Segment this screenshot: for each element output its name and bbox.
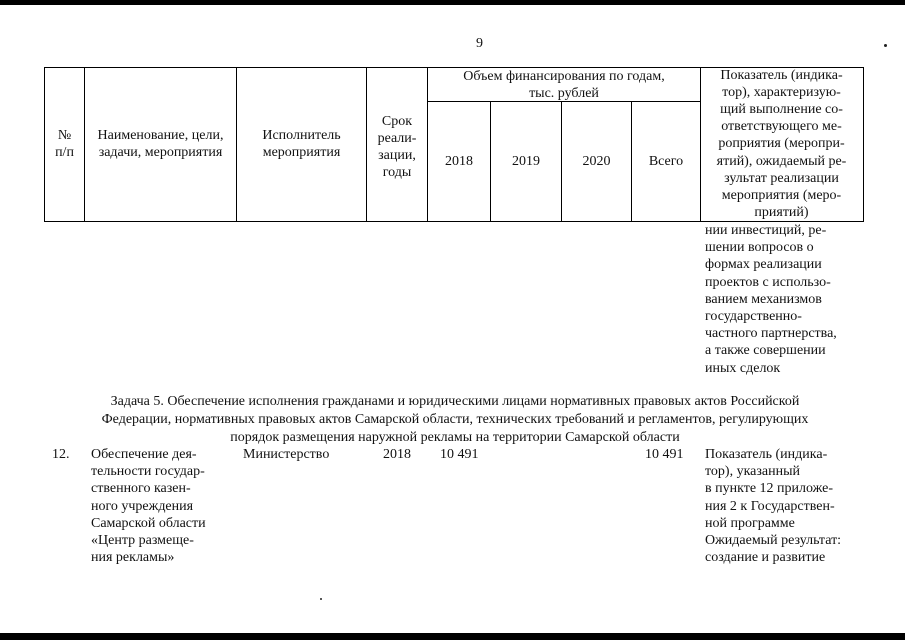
scan-speck xyxy=(884,44,887,47)
row-value-total: 10 491 xyxy=(645,447,684,462)
row-number: 12. xyxy=(52,447,70,462)
header-col-name: Наименование, цели, задачи, мероприятия xyxy=(97,128,224,160)
header-col-term: Срок реали- зации, годы xyxy=(377,114,417,180)
indicator-continued-text: нии инвестиций, ре- шении вопросов о формах реализации проектов с использо- ванием механизмов государственно- частного партнерства, а также совершении иных сделок xyxy=(705,223,837,376)
row-value-2018: 10 491 xyxy=(440,447,479,462)
header-col-2019: 2019 xyxy=(512,153,540,169)
task-heading: Задача 5. Обеспечение исполнения гражданами и юридическими лицами нормативных правовых актов Российской Федерации, нормативных правовых актов Самарской области, технических требований и регламентов, регулирующих порядок размещения наружной рекламы на территории Самарской области xyxy=(101,394,809,445)
scan-border-top xyxy=(0,0,905,5)
header-col-financing: Объем финансирования по годам, тыс. рублей xyxy=(463,68,665,101)
page-number: 9 xyxy=(476,36,483,51)
header-col-2018: 2018 xyxy=(445,153,473,169)
scan-border-bottom xyxy=(0,633,905,640)
scan-speck xyxy=(320,598,322,600)
header-col-indicator: Показатель (индика- тор), характеризую- щий выполнение со- ответствующего ме- роприятия (меропри- ятий), ожидаемый ре- зультат реализации мероприятия (меро- приятий) xyxy=(716,67,847,221)
header-col-executor: Исполнитель мероприятия xyxy=(262,128,341,160)
header-col-total: Всего xyxy=(648,153,684,169)
header-col-2020: 2020 xyxy=(582,153,611,169)
row-name: Обеспечение дея- тельности государ- ственного казен- ного учреждения Самарской области «Центр размеще- ния рекламы» xyxy=(91,447,206,566)
header-col-number: № п/п xyxy=(55,128,74,160)
row-term: 2018 xyxy=(383,447,411,462)
row-executor: Министерство xyxy=(243,447,330,462)
row-indicator: Показатель (индика- тор), указанный в пункте 12 приложе- ния 2 к Государствен- ной программе Ожидаемый результат: создание и развитие xyxy=(705,447,842,566)
